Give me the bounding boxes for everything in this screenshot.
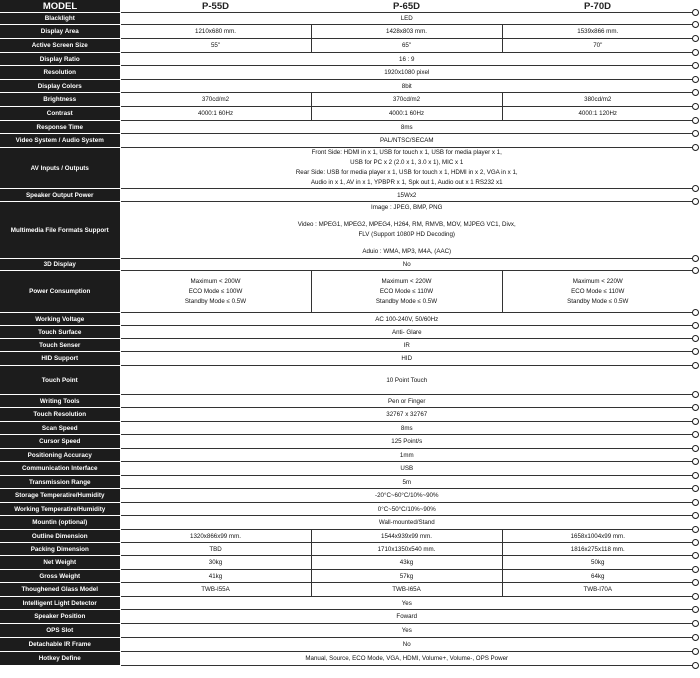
row-working-voltage: [0, 313, 693, 326]
row-end-ring-icon: [692, 634, 699, 641]
value-p70d: 50kg: [502, 556, 693, 570]
power-eco: ECO Mode ≤ 110W: [571, 287, 625, 295]
model-p65d: P-65D: [311, 0, 502, 13]
row-speaker-position: [0, 610, 693, 624]
row-end-ring-icon: [692, 526, 699, 533]
row-end-ring-icon: [692, 606, 699, 613]
row-multimedia: [0, 202, 693, 259]
row-active-screen: [0, 39, 693, 53]
row-label: Gross Weight: [0, 570, 120, 583]
row-power: [0, 271, 693, 313]
value-p65d: 1710x1350x540 mm.: [311, 543, 502, 556]
row-brightness: [0, 93, 693, 107]
value-p55d: 30kg: [120, 556, 311, 570]
value-p65d: 1544x939x99 mm.: [311, 530, 502, 543]
row-end-ring-icon: [692, 9, 699, 16]
row-label: Power Consumption: [0, 271, 120, 313]
multimedia-video-2: FLV (Support 1080P HD Decoding): [358, 231, 455, 238]
row-mounting: [0, 516, 693, 530]
row-label: Detachable IR Frame: [0, 638, 120, 652]
row-outline: [0, 530, 693, 543]
av-front-line-2: USB for PC x 2 (2.0 x 1, 3.0 x 1), MIC x 1: [350, 159, 464, 166]
av-rear-line-2: Audio in x 1, AV in x 1, YPBPR x 1, Spk out 1, Audio out x 1 RS232 x1: [310, 179, 503, 186]
row-writing-tools: [0, 395, 693, 408]
row-end-ring-icon: [692, 593, 699, 600]
row-speaker-output: [0, 189, 693, 202]
row-label: 3D Display: [0, 259, 120, 271]
row-label: Packing Dimension: [0, 543, 120, 556]
value-p55d: TBD: [120, 543, 311, 556]
row-end-ring-icon: [692, 267, 699, 274]
value-p70d: 70": [502, 39, 693, 53]
row-value: HID: [120, 352, 693, 366]
row-end-ring-icon: [692, 35, 699, 42]
value-p70d: [502, 271, 693, 313]
row-contrast: [0, 107, 693, 121]
row-gross-weight: [0, 570, 693, 583]
value-p70d: 1816x275x118 mm.: [502, 543, 693, 556]
row-end-ring-icon: [692, 418, 699, 425]
row-hotkey: [0, 652, 693, 666]
row-communication: [0, 462, 693, 476]
row-label: Communication Interface: [0, 462, 120, 476]
row-end-ring-icon: [692, 662, 699, 669]
row-end-ring-icon: [692, 445, 699, 452]
row-end-ring-icon: [692, 130, 699, 137]
row-end-ring-icon: [692, 472, 699, 479]
value-p70d: 64kg: [502, 570, 693, 583]
row-av-inputs: [0, 148, 693, 189]
row-touch-resolution: [0, 408, 693, 422]
row-value: No: [120, 259, 693, 271]
row-end-ring-icon: [692, 552, 699, 559]
row-value: 8bit: [120, 80, 693, 93]
row-label: Speaker Position: [0, 610, 120, 624]
row-label: Display Ratio: [0, 53, 120, 66]
row-hid-support: [0, 352, 693, 366]
row-label: Net Weight: [0, 556, 120, 570]
value-p55d: 370cd/m2: [120, 93, 311, 107]
value-p55d: TWB-I55A: [120, 583, 311, 597]
row-value: Anti- Glare: [120, 326, 693, 339]
row-glass-model: [0, 583, 693, 597]
row-scan-speed: [0, 422, 693, 435]
row-end-ring-icon: [692, 539, 699, 546]
row-label: AV Inputs / Outputs: [0, 148, 120, 189]
row-label: Intelligent Light Detector: [0, 597, 120, 610]
row-label: Touch Senser: [0, 339, 120, 352]
row-storage-temp: [0, 489, 693, 503]
row-3d-display: [0, 259, 693, 271]
row-value: Yes: [120, 624, 693, 638]
row-label: Video System / Audio System: [0, 134, 120, 148]
row-end-ring-icon: [692, 21, 699, 28]
row-value: AC 100-240V, 50/60Hz: [120, 313, 693, 326]
row-cursor-speed: [0, 435, 693, 449]
row-value: 32767 x 32767: [120, 408, 693, 422]
row-end-ring-icon: [692, 255, 699, 262]
value-p70d: 1658x1004x99 mm.: [502, 530, 693, 543]
row-label: OPS Slot: [0, 624, 120, 638]
row-label: Speaker Output Power: [0, 189, 120, 202]
row-response-time: [0, 121, 693, 134]
value-p55d: 55": [120, 39, 311, 53]
row-label: Active Screen Size: [0, 39, 120, 53]
value-p65d: 4000:1 60Hz: [311, 107, 502, 121]
row-working-temp: [0, 503, 693, 516]
row-video-system: [0, 134, 693, 148]
row-end-ring-icon: [692, 404, 699, 411]
row-end-ring-icon: [692, 499, 699, 506]
multimedia-video-1: Video : MPEG1, MPEG2, MPEG4, H264, RM, RMVB, MOV, MJPEG VC1, Divx,: [297, 221, 516, 228]
power-standby: Standby Mode ≤ 0.5W: [567, 297, 629, 305]
value-p65d: [311, 271, 502, 313]
power-standby: Standby Mode ≤ 0.5W: [375, 297, 438, 305]
row-label: Working Temperatire/Humidity: [0, 503, 120, 516]
model-label: MODEL: [0, 0, 120, 13]
row-label: Multimedia File Formats Support: [0, 202, 120, 259]
value-p65d: 370cd/m2: [311, 93, 502, 107]
row-end-ring-icon: [692, 512, 699, 519]
row-label: Storage Temperatire/Humidity: [0, 489, 120, 503]
row-label: Hotkey Define: [0, 652, 120, 666]
value-p70d: 380cd/m2: [502, 93, 693, 107]
av-rear-line-1: Rear Side: USB for media player x 1, USB for touch x 1, HDMI in x 2, VGA in x 1,: [295, 169, 518, 176]
row-label: Touch Surface: [0, 326, 120, 339]
multimedia-audio: Aduio : WMA, MP3, M4A, (AAC): [362, 248, 452, 255]
row-end-ring-icon: [692, 648, 699, 655]
row-value: LED: [120, 13, 693, 25]
value-p65d: 57kg: [311, 570, 502, 583]
row-end-ring-icon: [692, 485, 699, 492]
row-packing: [0, 543, 693, 556]
row-resolution: [0, 66, 693, 80]
row-label: Thoughened Glass Model: [0, 583, 120, 597]
row-value: Wall-mounted/Stand: [120, 516, 693, 530]
row-end-ring-icon: [692, 431, 699, 438]
row-touch-sensor: [0, 339, 693, 352]
row-end-ring-icon: [692, 117, 699, 124]
row-value: 1mm: [120, 449, 693, 462]
row-value: 5m: [120, 476, 693, 489]
row-value: PAL/NTSC/SECAM: [120, 134, 693, 148]
row-backlight: [0, 13, 693, 25]
row-label: Writing Tools: [0, 395, 120, 408]
row-label: Outline Dimension: [0, 530, 120, 543]
row-label: Positioning Accuracy: [0, 449, 120, 462]
row-value: No: [120, 638, 693, 652]
row-positioning: [0, 449, 693, 462]
power-max: Maximum < 220W: [381, 277, 432, 285]
row-value: [120, 202, 693, 259]
power-eco: ECO Mode ≤ 110W: [379, 287, 434, 295]
value-p55d: 1210x680 mm.: [120, 25, 311, 39]
value-p55d: 41kg: [120, 570, 311, 583]
row-light-detector: [0, 597, 693, 610]
row-end-ring-icon: [692, 335, 699, 342]
row-label: Brightness: [0, 93, 120, 107]
row-display-ratio: [0, 53, 693, 66]
row-value: [120, 148, 693, 189]
value-p70d: 4000:1 120Hz: [502, 107, 693, 121]
row-label: Display Colors: [0, 80, 120, 93]
row-value: 1920x1080 pixel: [120, 66, 693, 80]
row-label: Resolution: [0, 66, 120, 80]
row-value: Pen or Finger: [120, 395, 693, 408]
value-p55d: [120, 271, 311, 313]
row-value: IR: [120, 339, 693, 352]
row-value: USB: [120, 462, 693, 476]
row-end-ring-icon: [692, 309, 699, 316]
row-label: Touch Point: [0, 366, 120, 395]
value-p70d: 1539x866 mm.: [502, 25, 693, 39]
value-p65d: 65": [311, 39, 502, 53]
row-transmission: [0, 476, 693, 489]
row-touch-surface: [0, 326, 693, 339]
row-value: 16 : 9: [120, 53, 693, 66]
power-standby: Standby Mode ≤ 0.5W: [184, 297, 247, 305]
row-touch-point: [0, 366, 693, 395]
power-eco: ECO Mode ≤ 100W: [188, 287, 243, 295]
row-value: 0°C~50°C/10%~90%: [120, 503, 693, 516]
row-value: Yes: [120, 597, 693, 610]
row-label: Cursor Speed: [0, 435, 120, 449]
multimedia-image: Image : JPEG, BMP, PNG: [371, 204, 443, 211]
row-ir-frame: [0, 638, 693, 652]
row-label: Touch Resolution: [0, 408, 120, 422]
row-value: Manual, Source, ECO Mode, VGA, HDMI, Volume+, Volume-, OPS Power: [120, 652, 693, 666]
row-net-weight: [0, 556, 693, 570]
row-label: Scan Speed: [0, 422, 120, 435]
row-value: 125 Point/s: [120, 435, 693, 449]
value-p55d: 4000:1 60Hz: [120, 107, 311, 121]
row-end-ring-icon: [692, 348, 699, 355]
row-end-ring-icon: [692, 89, 699, 96]
power-max: Maximum < 220W: [572, 277, 623, 285]
row-end-ring-icon: [692, 322, 699, 329]
row-label: Mountin (optional): [0, 516, 120, 530]
row-label: Transmission Range: [0, 476, 120, 489]
row-end-ring-icon: [692, 198, 699, 205]
row-value: -20°C~60°C/10%~90%: [120, 489, 693, 503]
value-p55d: 1320x866x99 mm.: [120, 530, 311, 543]
row-end-ring-icon: [692, 391, 699, 398]
row-value: 10 Point Touch: [120, 366, 693, 395]
power-max: Maximum < 200W: [190, 277, 241, 285]
av-front-line-1: Front Side: HDMI in x 1, USB for touch x 1, USB for media player x 1,: [311, 149, 502, 156]
header-row: [0, 0, 693, 13]
row-ops-slot: [0, 624, 693, 638]
row-label: Contrast: [0, 107, 120, 121]
row-label: Response Time: [0, 121, 120, 134]
row-end-ring-icon: [692, 76, 699, 83]
row-label: Blacklight: [0, 13, 120, 25]
row-label: Working Voltage: [0, 313, 120, 326]
value-p65d: 1428x803 mm.: [311, 25, 502, 39]
row-end-ring-icon: [692, 49, 699, 56]
row-end-ring-icon: [692, 579, 699, 586]
value-p65d: TWB-I65A: [311, 583, 502, 597]
row-value: 15Wx2: [120, 189, 693, 202]
row-end-ring-icon: [692, 566, 699, 573]
row-display-area: [0, 25, 693, 39]
row-end-ring-icon: [692, 362, 699, 369]
row-label: Display Area: [0, 25, 120, 39]
row-end-ring-icon: [692, 103, 699, 110]
row-end-ring-icon: [692, 458, 699, 465]
row-label: HID Support: [0, 352, 120, 366]
row-end-ring-icon: [692, 620, 699, 627]
value-p70d: TWB-I70A: [502, 583, 693, 597]
value-p65d: 43kg: [311, 556, 502, 570]
row-end-ring-icon: [692, 144, 699, 151]
row-value: 8ms: [120, 422, 693, 435]
row-end-ring-icon: [692, 62, 699, 69]
row-value: 8ms: [120, 121, 693, 134]
row-end-ring-icon: [692, 185, 699, 192]
model-p70d: P-70D: [502, 0, 693, 13]
row-display-colors: [0, 80, 693, 93]
model-p55d: P-55D: [120, 0, 311, 13]
row-value: Foward: [120, 610, 693, 624]
